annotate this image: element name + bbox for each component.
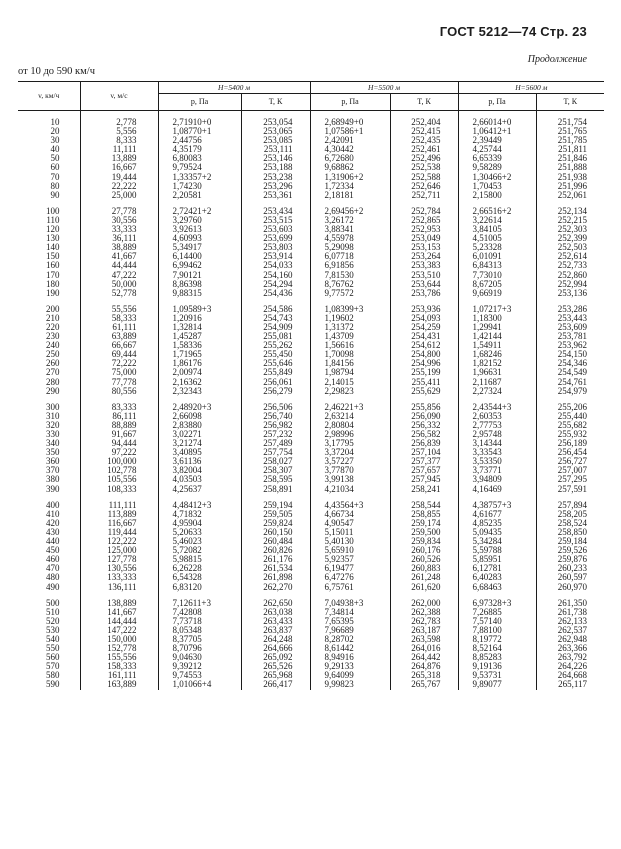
cell-t1: 253,054 253,065 253,085 253,111 253,146 253,188 253,238 253,296 253,361 [241, 111, 310, 200]
col-header-t1: T, К [241, 94, 310, 111]
cell-v-ms: 27,778 30,556 33,333 36,111 38,889 41,667 44,444 47,222 50,000 52,778 [80, 200, 158, 298]
cell-p3: 2,43544+3 2,60353 2,77753 2,95748 3,14344 3,33543 3,53350 3,73771 3,94809 4,16469 [458, 396, 536, 494]
speed-range-label: от 10 до 590 км/ч [18, 66, 95, 77]
cell-p1: 1,09589+3 1,20916 1,32814 1,45287 1,58336 1,71965 1,86176 2,00974 2,16362 2,32343 [158, 298, 241, 396]
cell-p3: 2,66516+2 3,22614 3,84105 4,51005 5,23328 6,01091 6,84313 7,73010 8,67205 9,66919 [458, 200, 536, 298]
cell-v-kmh: 100 110 120 130 140 150 160 170 180 190 [46, 205, 60, 298]
cell-p3: 6,97328+3 7,26885 7,57140 7,88100 8,19772 8,52164 8,85283 9,19136 9,53731 9,89077 [458, 592, 536, 690]
cell-t1: 259,194 259,505 259,824 260,150 260,484 260,826 261,176 261,534 261,898 262,270 [241, 494, 310, 592]
cell-t2: 255,856 256,090 256,332 256,582 256,839 257,104 257,377 257,657 257,945 258,241 [390, 396, 458, 494]
col-header-t3: T, К [536, 94, 604, 111]
col-header-p3: p, Па [458, 94, 536, 111]
cell-v-kmh: 300 310 320 330 340 350 360 370 380 390 [46, 401, 60, 494]
cell-v-ms: 83,333 86,111 88,889 91,667 94,444 97,222 100,000 102,778 105,556 108,333 [80, 396, 158, 494]
cell-p2: 2,68949+0 1,07586+1 2,42091 4,30442 6,72680 9,68862 1,31906+2 1,72334 2,18181 [310, 111, 390, 200]
col-header-v-kmh: v, км/ч [18, 82, 80, 111]
cell-t1: 256,506 256,740 256,982 257,232 257,489 257,754 258,027 258,307 258,595 258,891 [241, 396, 310, 494]
cell-t3: 253,286 253,443 253,609 253,781 253,962 254,150 254,346 254,549 254,761 254,979 [536, 298, 604, 396]
cell-t3: 257,894 258,205 258,524 258,850 259,184 259,526 259,876 260,233 260,597 260,970 [536, 494, 604, 592]
col-header-h2: H=5500 м [310, 82, 458, 94]
cell-v-kmh: 400 410 420 430 440 450 460 470 480 490 [46, 499, 60, 592]
page-header: ГОСТ 5212—74 Стр. 23 [439, 24, 587, 39]
cell-p1: 2,71910+0 1,08770+1 2,44756 4,35179 6,80083 9,79524 1,33357+2 1,74230 2,20581 [158, 111, 241, 200]
cell-p2: 4,43564+3 4,66734 4,90547 5,15011 5,40130 5,65910 5,92357 6,19477 6,47276 6,75761 [310, 494, 390, 592]
col-header-h3: H=5600 м [458, 82, 604, 94]
table-row-group [18, 298, 604, 396]
cell-v-ms: 55,556 58,333 61,111 63,889 66,667 69,444 72,222 75,000 77,778 80,556 [80, 298, 158, 396]
cell-p3: 4,38757+3 4,61677 4,85235 5,09435 5,34284 5,59788 5,85951 6,12781 6,40283 6,68463 [458, 494, 536, 592]
table-row-group [18, 111, 604, 200]
cell-t2: 252,404 252,415 252,435 252,461 252,496 252,538 252,588 252,646 252,711 [390, 111, 458, 200]
cell-p3: 2,66014+0 1,06412+1 2,39449 4,25744 6,65339 9,58289 1,30466+2 1,70453 2,15800 [458, 111, 536, 200]
cell-p2: 7,04938+3 7,34814 7,65395 7,96689 8,28702 8,61442 8,94916 9,29133 9,64099 9,99823 [310, 592, 390, 690]
cell-t2: 252,784 252,865 252,953 253,049 253,153 253,264 253,383 253,510 253,644 253,786 [390, 200, 458, 298]
cell-v-ms: 138,889 141,667 144,444 147,222 150,000 152,778 155,556 158,333 161,111 163,889 [80, 592, 158, 690]
table-row-group [18, 592, 604, 690]
cell-p2: 2,69456+2 3,26172 3,88341 4,55978 5,29098 6,07718 6,91856 7,81530 8,76762 9,77572 [310, 200, 390, 298]
cell-p1: 2,48920+3 2,66098 2,83880 3,02271 3,21274 3,40895 3,61136 3,82004 4,03503 4,25637 [158, 396, 241, 494]
cell-v-ms: 111,111 113,889 116,667 119,444 122,222 125,000 127,778 130,556 133,333 136,111 [80, 494, 158, 592]
cell-p2: 2,46221+3 2,63214 2,80804 2,98996 3,17795 3,37204 3,57227 3,77870 3,99138 4,21034 [310, 396, 390, 494]
cell-p2: 1,08399+3 1,19602 1,31372 1,43709 1,56616 1,70098 1,84156 1,98794 2,14015 2,29823 [310, 298, 390, 396]
cell-p1: 4,48412+3 4,71832 4,95904 5,20633 5,46023 5,72082 5,98815 6,26228 6,54328 6,83120 [158, 494, 241, 592]
cell-t1: 253,434 253,515 253,603 253,699 253,803 253,914 254,033 254,160 254,294 254,436 [241, 200, 310, 298]
atmosphere-table [18, 81, 604, 690]
cell-t1: 262,650 263,038 263,433 263,837 264,248 264,666 265,092 265,526 265,968 266,417 [241, 592, 310, 690]
cell-v-kmh: 500 510 520 530 540 550 560 570 580 590 [46, 597, 60, 690]
col-header-h1: H=5400 м [158, 82, 310, 94]
table-row-group [18, 396, 604, 494]
cell-t2: 258,544 258,855 259,174 259,500 259,834 260,176 260,526 260,883 261,248 261,620 [390, 494, 458, 592]
cell-v-kmh: 10 20 30 40 50 60 70 80 90 [50, 117, 60, 200]
cell-t2: 262,000 262,388 262,783 263,187 263,598 264,016 264,442 264,876 265,318 265,767 [390, 592, 458, 690]
cell-t3: 252,134 252,215 252,303 252,399 252,503 252,614 252,733 252,860 252,994 253,136 [536, 200, 604, 298]
cell-t3: 255,206 255,440 255,682 255,932 256,189 256,454 256,727 257,007 257,295 257,591 [536, 396, 604, 494]
col-header-p2: p, Па [310, 94, 390, 111]
cell-p1: 7,12611+3 7,42808 7,73718 8,05348 8,37705 8,70796 9,04630 9,39212 9,74553 1,01066+4 [158, 592, 241, 690]
col-header-t2: T, К [390, 94, 458, 111]
cell-t3: 261,350 261,738 262,133 262,537 262,948 263,366 263,792 264,226 264,668 265,117 [536, 592, 604, 690]
table-row-group [18, 494, 604, 592]
cell-t2: 253,936 254,093 254,259 254,431 254,612 254,800 254,996 255,199 255,411 255,629 [390, 298, 458, 396]
cell-v-ms: 2,778 5,556 8,333 11,111 13,889 16,667 19,444 22,222 25,000 [80, 111, 158, 200]
cell-t1: 254,586 254,743 254,909 255,081 255,262 255,450 255,646 255,849 256,061 256,279 [241, 298, 310, 396]
continuation-label: Продолжение [527, 54, 587, 65]
col-header-p1: p, Па [158, 94, 241, 111]
cell-t3: 251,754 251,765 251,785 251,811 251,846 251,888 251,938 251,996 252,061 [536, 111, 604, 200]
col-header-v-ms: v, м/с [80, 82, 158, 111]
cell-p1: 2,72421+2 3,29760 3,92613 4,60993 5,34917 6,14400 6,99462 7,90121 8,86398 9,88315 [158, 200, 241, 298]
table-row-group [18, 200, 604, 298]
cell-p3: 1,07217+3 1,18300 1,29941 1,42144 1,54911 1,68246 1,82152 1,96631 2,11687 2,27324 [458, 298, 536, 396]
cell-v-kmh: 200 210 220 230 240 250 260 270 280 290 [46, 303, 60, 396]
